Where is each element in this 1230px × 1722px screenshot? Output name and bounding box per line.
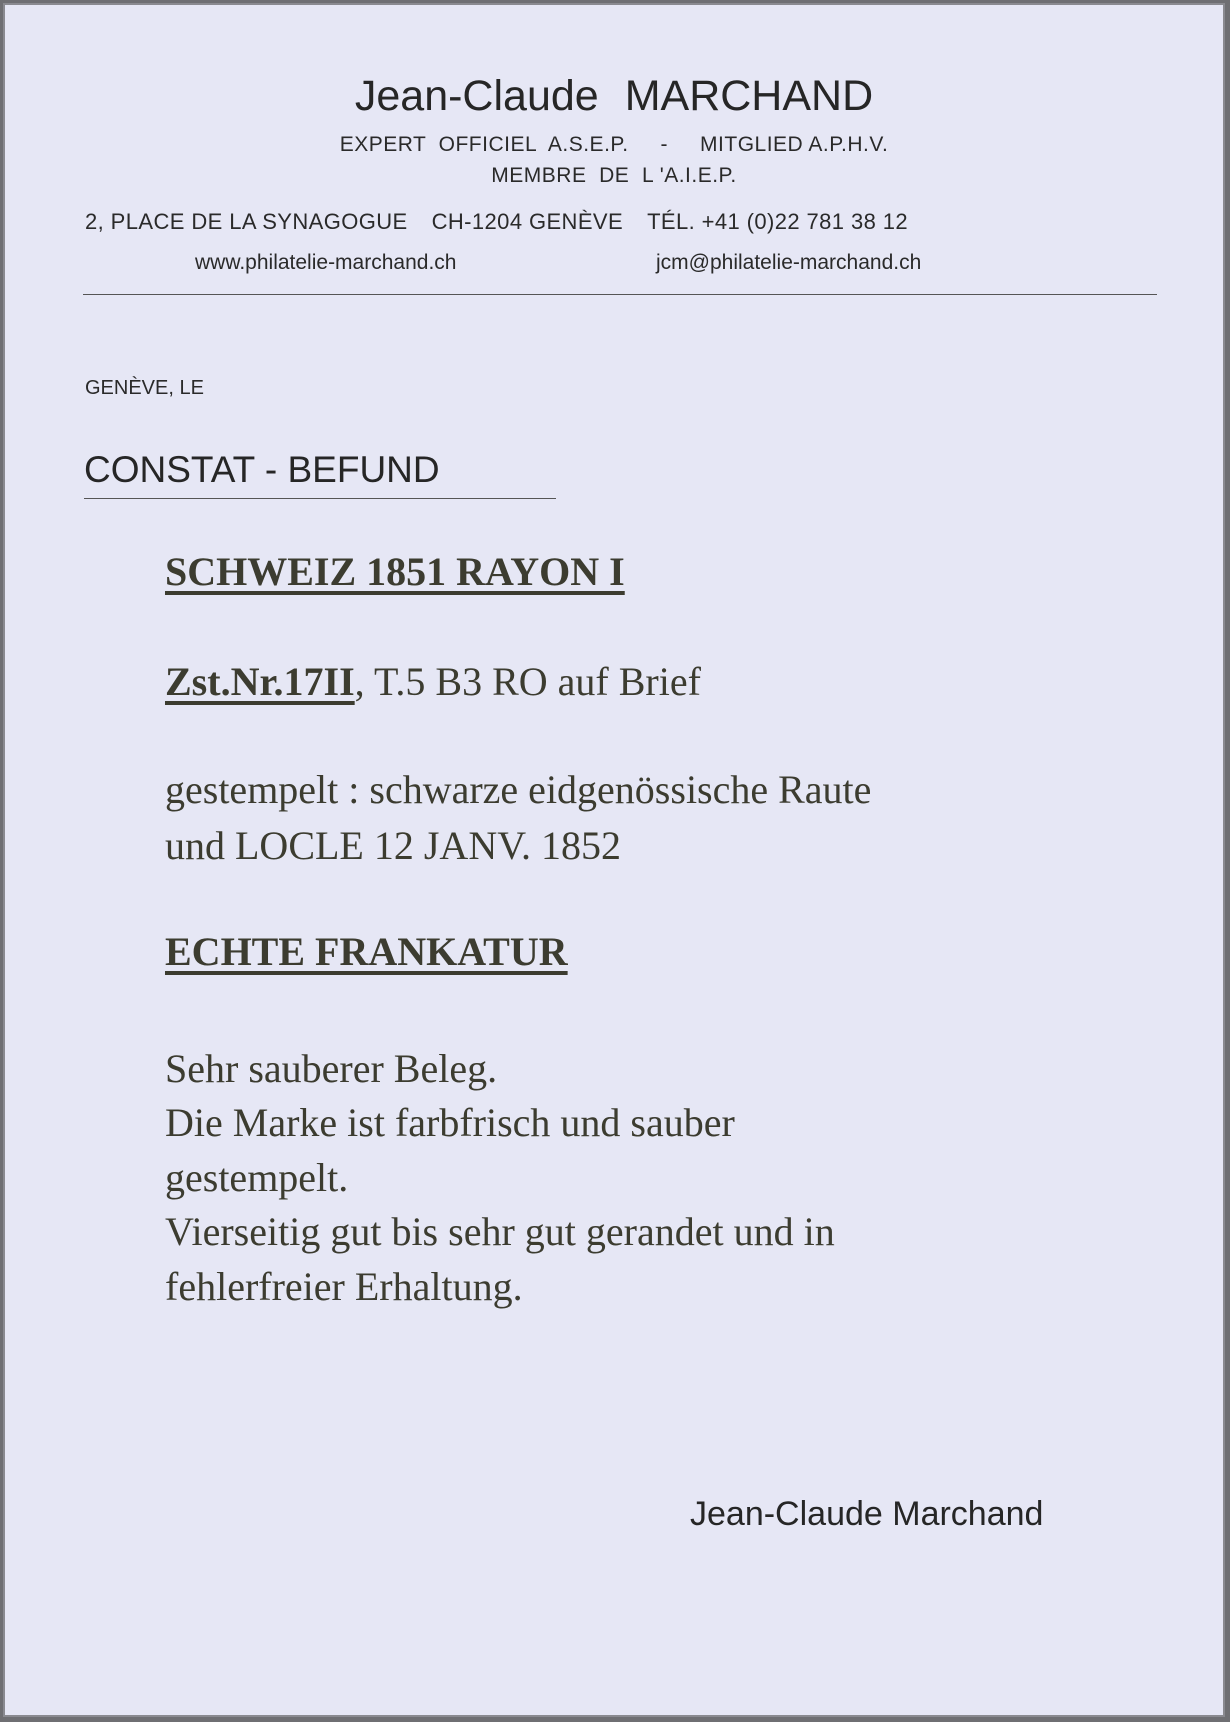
email-link: jcm@philatelie-marchand.ch — [656, 251, 922, 274]
document-type-underline — [84, 498, 556, 499]
place-date-label: GENÈVE, LE — [85, 377, 204, 399]
expert-name-heading — [5, 72, 1223, 120]
description-line: gestempelt. — [165, 1155, 349, 1200]
catalog-details: , T.5 B3 RO auf Brief — [354, 659, 701, 704]
cancellation-line-2: und LOCLE 12 JANV. 1852 — [165, 823, 621, 868]
description-line: Die Marke ist farbfrisch und sauber — [165, 1100, 735, 1145]
expert-asep: EXPERT OFFICIEL A.S.E.P. — [339, 133, 629, 156]
expert-credentials — [5, 133, 1223, 157]
document-type-title: CONSTAT - BEFUND — [84, 449, 440, 490]
expert-signature: Jean-Claude Marchand — [690, 1495, 1044, 1533]
member-aphv: MITGLIED A.P.H.V. — [700, 133, 889, 156]
phone-number: TÉL. +41 (0)22 781 38 12 — [647, 209, 909, 234]
website-link: www.philatelie-marchand.ch — [195, 251, 457, 274]
catalog-line — [165, 658, 701, 705]
expert-last-name: MARCHAND — [624, 72, 874, 120]
description-line: Sehr sauberer Beleg. — [165, 1046, 498, 1091]
credentials-separator: - — [660, 133, 669, 156]
cancellation-line-1: gestempelt : schwarze eidgenössische Raute — [165, 767, 872, 812]
contact-address-line — [85, 209, 908, 235]
address-city: CH-1204 GENÈVE — [431, 209, 624, 234]
expert-first-name: Jean-Claude — [354, 72, 599, 120]
stamp-issue-title: SCHWEIZ 1851 RAYON I — [165, 549, 625, 594]
verdict-heading: ECHTE FRANKATUR — [165, 929, 568, 974]
address-street: 2, PLACE DE LA SYNAGOGUE — [85, 209, 408, 234]
certificate-sheet — [3, 3, 1225, 1717]
member-aiep: MEMBRE DE L 'A.I.E.P. — [491, 164, 737, 187]
catalog-number: Zst.Nr.17II — [165, 659, 355, 704]
header-divider — [83, 294, 1157, 295]
description-line: Vierseitig gut bis sehr gut gerandet und in — [165, 1209, 835, 1254]
description-line: fehlerfreier Erhaltung. — [165, 1264, 523, 1309]
